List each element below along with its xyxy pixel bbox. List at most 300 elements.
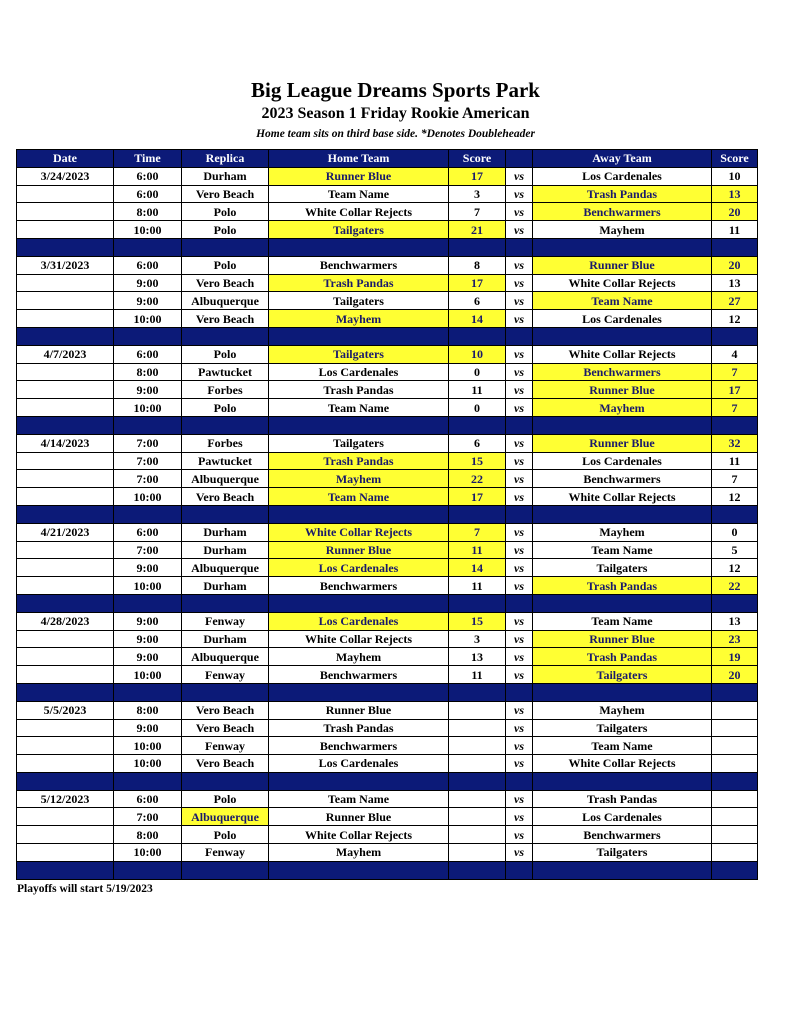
game-date: 5/5/2023 bbox=[17, 701, 114, 719]
col-time: Time bbox=[114, 150, 182, 168]
separator-cell bbox=[449, 772, 506, 790]
game-date bbox=[17, 363, 114, 381]
away-score: 7 bbox=[712, 399, 758, 417]
separator-cell bbox=[17, 238, 114, 256]
home-team: Runner Blue bbox=[269, 701, 449, 719]
table-row bbox=[17, 844, 758, 862]
home-team: Mayhem bbox=[269, 470, 449, 488]
vs-label: vs bbox=[506, 167, 533, 185]
away-team: Tailgaters bbox=[533, 666, 712, 684]
table-row bbox=[17, 559, 758, 577]
away-score: 13 bbox=[712, 274, 758, 292]
home-team: Los Cardenales bbox=[269, 363, 449, 381]
home-team: White Collar Rejects bbox=[269, 826, 449, 844]
separator-cell bbox=[269, 238, 449, 256]
home-score: 7 bbox=[449, 203, 506, 221]
separator-cell bbox=[17, 594, 114, 612]
table-row bbox=[17, 292, 758, 310]
vs-label: vs bbox=[506, 434, 533, 452]
away-team: Mayhem bbox=[533, 701, 712, 719]
separator-cell bbox=[17, 327, 114, 345]
separator-cell bbox=[506, 594, 533, 612]
game-replica: Durham bbox=[182, 523, 269, 541]
game-time: 7:00 bbox=[114, 470, 182, 488]
home-score bbox=[449, 737, 506, 755]
separator-cell bbox=[712, 772, 758, 790]
separator-cell bbox=[533, 594, 712, 612]
game-date bbox=[17, 452, 114, 470]
week-separator bbox=[17, 594, 758, 612]
game-time: 7:00 bbox=[114, 808, 182, 826]
home-team: Mayhem bbox=[269, 310, 449, 328]
separator-cell bbox=[269, 861, 449, 879]
table-row bbox=[17, 363, 758, 381]
home-score bbox=[449, 719, 506, 737]
home-team: Tailgaters bbox=[269, 434, 449, 452]
away-team: Tailgaters bbox=[533, 719, 712, 737]
separator-cell bbox=[712, 861, 758, 879]
home-team: Team Name bbox=[269, 790, 449, 808]
vs-label: vs bbox=[506, 523, 533, 541]
vs-label: vs bbox=[506, 648, 533, 666]
home-team: Tailgaters bbox=[269, 221, 449, 239]
game-date bbox=[17, 559, 114, 577]
away-score bbox=[712, 826, 758, 844]
game-replica: Vero Beach bbox=[182, 701, 269, 719]
away-score: 32 bbox=[712, 434, 758, 452]
vs-label: vs bbox=[506, 363, 533, 381]
table-row bbox=[17, 790, 758, 808]
away-score: 12 bbox=[712, 310, 758, 328]
home-team: Benchwarmers bbox=[269, 737, 449, 755]
home-team: Los Cardenales bbox=[269, 559, 449, 577]
away-score: 20 bbox=[712, 666, 758, 684]
game-replica: Polo bbox=[182, 826, 269, 844]
table-row bbox=[17, 221, 758, 239]
game-time: 10:00 bbox=[114, 577, 182, 595]
home-score bbox=[449, 826, 506, 844]
game-time: 9:00 bbox=[114, 559, 182, 577]
game-time: 9:00 bbox=[114, 612, 182, 630]
game-time: 10:00 bbox=[114, 755, 182, 773]
away-team: Benchwarmers bbox=[533, 470, 712, 488]
away-team: Los Cardenales bbox=[533, 452, 712, 470]
game-date bbox=[17, 541, 114, 559]
vs-label: vs bbox=[506, 470, 533, 488]
away-score: 13 bbox=[712, 612, 758, 630]
table-row bbox=[17, 452, 758, 470]
home-score: 6 bbox=[449, 434, 506, 452]
vs-label: vs bbox=[506, 488, 533, 506]
table-row bbox=[17, 274, 758, 292]
away-team: Runner Blue bbox=[533, 434, 712, 452]
week-separator bbox=[17, 238, 758, 256]
away-score: 27 bbox=[712, 292, 758, 310]
table-row bbox=[17, 256, 758, 274]
table-row bbox=[17, 541, 758, 559]
game-time: 6:00 bbox=[114, 345, 182, 363]
game-replica: Vero Beach bbox=[182, 488, 269, 506]
table-row bbox=[17, 345, 758, 363]
away-team: White Collar Rejects bbox=[533, 345, 712, 363]
home-team: White Collar Rejects bbox=[269, 630, 449, 648]
home-score: 11 bbox=[449, 541, 506, 559]
home-team: Runner Blue bbox=[269, 541, 449, 559]
separator-cell bbox=[506, 238, 533, 256]
home-score bbox=[449, 844, 506, 862]
table-row bbox=[17, 808, 758, 826]
away-team: Benchwarmers bbox=[533, 826, 712, 844]
away-team: Trash Pandas bbox=[533, 790, 712, 808]
away-score: 7 bbox=[712, 470, 758, 488]
game-date bbox=[17, 577, 114, 595]
separator-cell bbox=[269, 416, 449, 434]
away-score bbox=[712, 808, 758, 826]
home-score: 22 bbox=[449, 470, 506, 488]
vs-label: vs bbox=[506, 719, 533, 737]
game-replica: Durham bbox=[182, 577, 269, 595]
game-date: 4/7/2023 bbox=[17, 345, 114, 363]
game-replica: Fenway bbox=[182, 666, 269, 684]
away-score: 20 bbox=[712, 203, 758, 221]
game-time: 6:00 bbox=[114, 185, 182, 203]
home-score: 0 bbox=[449, 399, 506, 417]
vs-label: vs bbox=[506, 577, 533, 595]
game-replica: Albuquerque bbox=[182, 808, 269, 826]
table-row bbox=[17, 630, 758, 648]
game-time: 10:00 bbox=[114, 488, 182, 506]
table-row bbox=[17, 523, 758, 541]
home-team: Trash Pandas bbox=[269, 381, 449, 399]
away-score: 11 bbox=[712, 221, 758, 239]
col-vs bbox=[506, 150, 533, 168]
away-team: Team Name bbox=[533, 612, 712, 630]
vs-label: vs bbox=[506, 541, 533, 559]
away-team: Benchwarmers bbox=[533, 363, 712, 381]
separator-cell bbox=[449, 327, 506, 345]
game-replica: Fenway bbox=[182, 612, 269, 630]
game-replica: Pawtucket bbox=[182, 363, 269, 381]
away-team: Team Name bbox=[533, 292, 712, 310]
game-date bbox=[17, 488, 114, 506]
col-away-score: Score bbox=[712, 150, 758, 168]
table-row bbox=[17, 612, 758, 630]
vs-label: vs bbox=[506, 256, 533, 274]
separator-cell bbox=[182, 683, 269, 701]
away-score bbox=[712, 755, 758, 773]
away-score bbox=[712, 844, 758, 862]
away-team: White Collar Rejects bbox=[533, 274, 712, 292]
vs-label: vs bbox=[506, 666, 533, 684]
game-date bbox=[17, 399, 114, 417]
vs-label: vs bbox=[506, 755, 533, 773]
separator-cell bbox=[533, 861, 712, 879]
game-replica: Polo bbox=[182, 399, 269, 417]
game-time: 8:00 bbox=[114, 701, 182, 719]
game-date: 4/14/2023 bbox=[17, 434, 114, 452]
away-score: 11 bbox=[712, 452, 758, 470]
home-team: Benchwarmers bbox=[269, 256, 449, 274]
table-row bbox=[17, 666, 758, 684]
away-score: 5 bbox=[712, 541, 758, 559]
separator-cell bbox=[269, 683, 449, 701]
separator-cell bbox=[182, 505, 269, 523]
home-team: White Collar Rejects bbox=[269, 523, 449, 541]
game-time: 9:00 bbox=[114, 274, 182, 292]
game-replica: Vero Beach bbox=[182, 274, 269, 292]
game-replica: Pawtucket bbox=[182, 452, 269, 470]
game-replica: Polo bbox=[182, 221, 269, 239]
separator-cell bbox=[269, 327, 449, 345]
vs-label: vs bbox=[506, 345, 533, 363]
separator-cell bbox=[114, 861, 182, 879]
vs-label: vs bbox=[506, 630, 533, 648]
col-replica: Replica bbox=[182, 150, 269, 168]
game-replica: Fenway bbox=[182, 844, 269, 862]
col-date: Date bbox=[17, 150, 114, 168]
home-score: 17 bbox=[449, 167, 506, 185]
game-time: 6:00 bbox=[114, 167, 182, 185]
home-team: Tailgaters bbox=[269, 292, 449, 310]
game-time: 7:00 bbox=[114, 541, 182, 559]
game-replica: Polo bbox=[182, 203, 269, 221]
home-score: 21 bbox=[449, 221, 506, 239]
separator-cell bbox=[269, 505, 449, 523]
table-row bbox=[17, 381, 758, 399]
vs-label: vs bbox=[506, 221, 533, 239]
separator-cell bbox=[533, 683, 712, 701]
home-team: Mayhem bbox=[269, 844, 449, 862]
away-score: 12 bbox=[712, 488, 758, 506]
separator-cell bbox=[506, 505, 533, 523]
vs-label: vs bbox=[506, 310, 533, 328]
away-team: White Collar Rejects bbox=[533, 755, 712, 773]
home-team: Los Cardenales bbox=[269, 755, 449, 773]
table-row bbox=[17, 488, 758, 506]
separator-cell bbox=[712, 416, 758, 434]
separator-cell bbox=[114, 327, 182, 345]
away-score: 13 bbox=[712, 185, 758, 203]
separator-cell bbox=[449, 505, 506, 523]
home-team: Benchwarmers bbox=[269, 577, 449, 595]
page-subtitle: 2023 Season 1 Friday Rookie American bbox=[261, 105, 530, 122]
home-score: 6 bbox=[449, 292, 506, 310]
table-row bbox=[17, 577, 758, 595]
home-team: Mayhem bbox=[269, 648, 449, 666]
separator-cell bbox=[449, 683, 506, 701]
game-time: 8:00 bbox=[114, 826, 182, 844]
game-date bbox=[17, 808, 114, 826]
game-time: 6:00 bbox=[114, 790, 182, 808]
game-time: 10:00 bbox=[114, 399, 182, 417]
game-date bbox=[17, 666, 114, 684]
vs-label: vs bbox=[506, 185, 533, 203]
game-date: 3/31/2023 bbox=[17, 256, 114, 274]
game-replica: Fenway bbox=[182, 737, 269, 755]
separator-cell bbox=[114, 594, 182, 612]
game-time: 9:00 bbox=[114, 719, 182, 737]
vs-label: vs bbox=[506, 381, 533, 399]
home-team: Team Name bbox=[269, 488, 449, 506]
game-replica: Polo bbox=[182, 345, 269, 363]
game-time: 9:00 bbox=[114, 292, 182, 310]
separator-cell bbox=[712, 327, 758, 345]
separator-cell bbox=[533, 416, 712, 434]
home-score bbox=[449, 755, 506, 773]
vs-label: vs bbox=[506, 452, 533, 470]
home-team: Team Name bbox=[269, 399, 449, 417]
separator-cell bbox=[182, 327, 269, 345]
separator-cell bbox=[533, 772, 712, 790]
away-team: Mayhem bbox=[533, 523, 712, 541]
away-team: Los Cardenales bbox=[533, 808, 712, 826]
away-score: 23 bbox=[712, 630, 758, 648]
table-row bbox=[17, 185, 758, 203]
home-team: White Collar Rejects bbox=[269, 203, 449, 221]
game-time: 6:00 bbox=[114, 523, 182, 541]
home-score: 11 bbox=[449, 577, 506, 595]
game-date bbox=[17, 755, 114, 773]
separator-cell bbox=[114, 505, 182, 523]
game-replica: Albuquerque bbox=[182, 292, 269, 310]
game-replica: Forbes bbox=[182, 381, 269, 399]
home-score: 17 bbox=[449, 274, 506, 292]
game-time: 10:00 bbox=[114, 737, 182, 755]
away-score: 7 bbox=[712, 363, 758, 381]
game-date bbox=[17, 221, 114, 239]
game-replica: Durham bbox=[182, 630, 269, 648]
game-time: 6:00 bbox=[114, 256, 182, 274]
game-replica: Albuquerque bbox=[182, 559, 269, 577]
away-score: 12 bbox=[712, 559, 758, 577]
table-row bbox=[17, 310, 758, 328]
week-separator bbox=[17, 505, 758, 523]
away-team: Mayhem bbox=[533, 221, 712, 239]
week-separator bbox=[17, 772, 758, 790]
separator-cell bbox=[449, 861, 506, 879]
away-team: Runner Blue bbox=[533, 381, 712, 399]
game-date: 3/24/2023 bbox=[17, 167, 114, 185]
game-date: 4/21/2023 bbox=[17, 523, 114, 541]
away-score bbox=[712, 737, 758, 755]
separator-cell bbox=[712, 505, 758, 523]
separator-cell bbox=[182, 594, 269, 612]
home-score bbox=[449, 790, 506, 808]
game-time: 10:00 bbox=[114, 844, 182, 862]
vs-label: vs bbox=[506, 701, 533, 719]
game-replica: Albuquerque bbox=[182, 648, 269, 666]
home-team: Trash Pandas bbox=[269, 719, 449, 737]
game-time: 9:00 bbox=[114, 630, 182, 648]
home-score: 11 bbox=[449, 666, 506, 684]
game-date bbox=[17, 826, 114, 844]
home-team-note: Home team sits on third base side. *Denotes Doubleheader bbox=[256, 128, 535, 140]
home-score: 3 bbox=[449, 630, 506, 648]
game-date bbox=[17, 470, 114, 488]
game-date bbox=[17, 737, 114, 755]
game-time: 9:00 bbox=[114, 648, 182, 666]
game-replica: Albuquerque bbox=[182, 470, 269, 488]
separator-cell bbox=[712, 594, 758, 612]
vs-label: vs bbox=[506, 612, 533, 630]
game-time: 10:00 bbox=[114, 666, 182, 684]
away-score bbox=[712, 790, 758, 808]
away-score: 10 bbox=[712, 167, 758, 185]
game-time: 8:00 bbox=[114, 363, 182, 381]
separator-cell bbox=[506, 861, 533, 879]
separator-cell bbox=[506, 772, 533, 790]
vs-label: vs bbox=[506, 790, 533, 808]
home-score: 14 bbox=[449, 310, 506, 328]
away-score: 0 bbox=[712, 523, 758, 541]
game-replica: Durham bbox=[182, 167, 269, 185]
home-score: 13 bbox=[449, 648, 506, 666]
home-score: 10 bbox=[449, 345, 506, 363]
table-row bbox=[17, 648, 758, 666]
home-team: Tailgaters bbox=[269, 345, 449, 363]
week-separator bbox=[17, 861, 758, 879]
page-title: Big League Dreams Sports Park bbox=[251, 78, 540, 102]
game-date bbox=[17, 274, 114, 292]
game-replica: Vero Beach bbox=[182, 310, 269, 328]
separator-cell bbox=[449, 416, 506, 434]
home-team: Trash Pandas bbox=[269, 452, 449, 470]
table-row bbox=[17, 470, 758, 488]
vs-label: vs bbox=[506, 808, 533, 826]
home-score: 3 bbox=[449, 185, 506, 203]
home-score bbox=[449, 701, 506, 719]
game-date: 4/28/2023 bbox=[17, 612, 114, 630]
home-team: Runner Blue bbox=[269, 167, 449, 185]
game-date bbox=[17, 310, 114, 328]
separator-cell bbox=[449, 238, 506, 256]
table-row bbox=[17, 737, 758, 755]
home-score: 14 bbox=[449, 559, 506, 577]
game-time: 10:00 bbox=[114, 221, 182, 239]
separator-cell bbox=[533, 505, 712, 523]
separator-cell bbox=[506, 327, 533, 345]
table-row bbox=[17, 701, 758, 719]
vs-label: vs bbox=[506, 399, 533, 417]
separator-cell bbox=[712, 238, 758, 256]
vs-label: vs bbox=[506, 559, 533, 577]
separator-cell bbox=[182, 861, 269, 879]
separator-cell bbox=[182, 772, 269, 790]
col-home-team: Home Team bbox=[269, 150, 449, 168]
game-date bbox=[17, 381, 114, 399]
separator-cell bbox=[114, 683, 182, 701]
separator-cell bbox=[17, 683, 114, 701]
separator-cell bbox=[17, 772, 114, 790]
game-time: 7:00 bbox=[114, 452, 182, 470]
home-score: 0 bbox=[449, 363, 506, 381]
away-score: 19 bbox=[712, 648, 758, 666]
separator-cell bbox=[533, 238, 712, 256]
separator-cell bbox=[182, 416, 269, 434]
table-row bbox=[17, 434, 758, 452]
game-date bbox=[17, 203, 114, 221]
vs-label: vs bbox=[506, 826, 533, 844]
separator-cell bbox=[506, 683, 533, 701]
game-replica: Vero Beach bbox=[182, 719, 269, 737]
vs-label: vs bbox=[506, 737, 533, 755]
separator-cell bbox=[17, 861, 114, 879]
away-team: Trash Pandas bbox=[533, 577, 712, 595]
game-date bbox=[17, 648, 114, 666]
vs-label: vs bbox=[506, 844, 533, 862]
week-separator bbox=[17, 683, 758, 701]
away-team: Tailgaters bbox=[533, 844, 712, 862]
